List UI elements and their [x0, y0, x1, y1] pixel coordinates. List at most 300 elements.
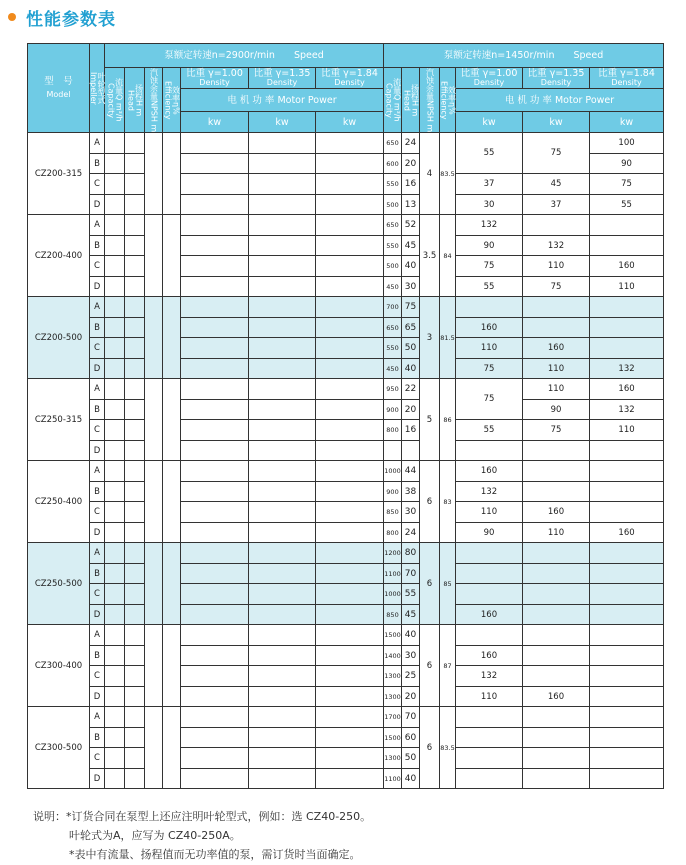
power-cell: 75 [523, 276, 590, 297]
table-row [28, 317, 664, 338]
npsh-2900-cell [145, 461, 163, 543]
power-cell [523, 563, 590, 584]
head-cell: 40 [402, 358, 420, 379]
efficiency-cell: 85 [440, 543, 456, 625]
efficiency-header-1450: 效率η% Efficiency [440, 68, 456, 133]
power-cell [590, 461, 664, 482]
head-2900-cell [125, 379, 145, 400]
capacity-2900-cell [105, 727, 125, 748]
capacity-2900-cell [105, 379, 125, 400]
power-2900-cell [249, 153, 316, 174]
power-cell [523, 625, 590, 646]
efficiency-header: 效率η% Efficiency [163, 68, 181, 133]
power-cell [590, 440, 664, 461]
power-2900-cell [316, 584, 384, 605]
capacity-cell: 500 [384, 194, 402, 215]
motor-power-header: 电 机 功 率 Motor Power [181, 89, 384, 112]
head-cell: 70 [402, 707, 420, 728]
model-cell: CZ250-315 [28, 379, 90, 461]
power-2900-cell [316, 645, 384, 666]
impeller-cell: B [90, 563, 105, 584]
power-2900-cell [316, 604, 384, 625]
efficiency-cell: 83 [440, 461, 456, 543]
power-2900-cell [316, 399, 384, 420]
head-2900-cell [125, 686, 145, 707]
density-3-header: 比重 γ=1.84 Density [316, 68, 384, 89]
power-cell: 90 [456, 522, 523, 543]
power-2900-cell [249, 543, 316, 564]
table-row [28, 522, 664, 543]
table-row [28, 543, 664, 564]
power-cell: 160 [523, 338, 590, 359]
impeller-cell: D [90, 604, 105, 625]
head-2900-cell [125, 317, 145, 338]
impeller-cell: A [90, 543, 105, 564]
power-cell: 75 [590, 174, 664, 195]
npsh-2900-cell [145, 543, 163, 625]
model-cell: CZ250-500 [28, 543, 90, 625]
power-2900-cell [249, 317, 316, 338]
head-2900-cell [125, 338, 145, 359]
power-cell [523, 666, 590, 687]
capacity-2900-cell [105, 317, 125, 338]
npsh-2900-cell [145, 379, 163, 461]
power-cell: 160 [523, 502, 590, 523]
head-cell [402, 440, 420, 461]
power-cell: 55 [456, 133, 523, 174]
power-cell: 30 [456, 194, 523, 215]
power-cell [590, 584, 664, 605]
table-row [28, 502, 664, 523]
capacity-2900-cell [105, 604, 125, 625]
power-2900-cell [181, 379, 249, 400]
npsh-2900-cell [145, 625, 163, 707]
kw-unit: kw [249, 111, 316, 132]
head-2900-cell [125, 645, 145, 666]
power-2900-cell [181, 604, 249, 625]
power-2900-cell [181, 748, 249, 769]
power-cell [590, 297, 664, 318]
npsh-cell: 6 [420, 543, 440, 625]
table-row [28, 133, 664, 154]
power-cell [590, 563, 664, 584]
impeller-cell: D [90, 440, 105, 461]
power-2900-cell [316, 727, 384, 748]
table-row [28, 379, 664, 400]
power-cell: 75 [523, 420, 590, 441]
power-2900-cell [316, 194, 384, 215]
efficiency-cell: 86 [440, 379, 456, 461]
model-cell: CZ250-400 [28, 461, 90, 543]
power-cell: 110 [523, 379, 590, 400]
capacity-cell: 500 [384, 256, 402, 277]
power-cell: 75 [456, 379, 523, 420]
bullet-dot-icon [8, 13, 16, 21]
power-cell: 37 [523, 194, 590, 215]
capacity-cell: 550 [384, 338, 402, 359]
capacity-2900-cell [105, 645, 125, 666]
impeller-cell: C [90, 338, 105, 359]
power-cell: 160 [523, 686, 590, 707]
table-row [28, 604, 664, 625]
power-cell [456, 768, 523, 789]
power-cell: 90 [456, 235, 523, 256]
power-2900-cell [249, 666, 316, 687]
capacity-2900-cell [105, 563, 125, 584]
impeller-cell: D [90, 358, 105, 379]
power-2900-cell [181, 727, 249, 748]
power-cell: 110 [523, 522, 590, 543]
power-cell: 132 [456, 215, 523, 236]
power-cell [590, 768, 664, 789]
head-cell: 40 [402, 625, 420, 646]
head-2900-cell [125, 297, 145, 318]
efficiency-2900-cell [163, 461, 181, 543]
capacity-2900-cell [105, 358, 125, 379]
note-line-1: 说明：*订货合同在泵型上还应注明叶轮型式，例如：选 CZ40-250。 [33, 810, 372, 823]
power-cell [456, 543, 523, 564]
capacity-cell: 450 [384, 276, 402, 297]
power-2900-cell [316, 461, 384, 482]
table-row [28, 666, 664, 687]
impeller-cell: C [90, 584, 105, 605]
capacity-2900-cell [105, 584, 125, 605]
capacity-cell: 850 [384, 604, 402, 625]
power-2900-cell [316, 522, 384, 543]
density-3-header-1450: 比重 γ=1.84 Density [590, 68, 664, 89]
power-cell [523, 440, 590, 461]
table-header [28, 44, 664, 133]
impeller-cell: B [90, 727, 105, 748]
npsh-cell: 4 [420, 133, 440, 215]
npsh-2900-cell [145, 707, 163, 789]
power-cell: 110 [590, 276, 664, 297]
power-2900-cell [249, 276, 316, 297]
impeller-header: 叶轮型式 Impeller [90, 44, 105, 133]
table-row [28, 686, 664, 707]
table-row [28, 461, 664, 482]
npsh-2900-cell [145, 215, 163, 297]
head-cell: 20 [402, 153, 420, 174]
capacity-2900-cell [105, 215, 125, 236]
npsh-cell: 6 [420, 707, 440, 789]
head-2900-cell [125, 481, 145, 502]
table-row [28, 297, 664, 318]
model-cell: CZ200-400 [28, 215, 90, 297]
power-2900-cell [316, 666, 384, 687]
power-2900-cell [316, 215, 384, 236]
efficiency-2900-cell [163, 133, 181, 215]
capacity-cell: 1400 [384, 645, 402, 666]
power-cell: 55 [456, 276, 523, 297]
power-cell [456, 297, 523, 318]
power-2900-cell [316, 235, 384, 256]
power-2900-cell [249, 707, 316, 728]
impeller-cell: C [90, 666, 105, 687]
power-cell: 37 [456, 174, 523, 195]
power-2900-cell [249, 297, 316, 318]
capacity-cell: 900 [384, 481, 402, 502]
note-line-3: *表中有流量、扬程值而无功率值的泵，需订货时当面确定。 [69, 848, 361, 861]
power-cell: 110 [590, 420, 664, 441]
impeller-cell: B [90, 399, 105, 420]
impeller-cell: C [90, 256, 105, 277]
model-cell: CZ300-500 [28, 707, 90, 789]
efficiency-cell: 81.5 [440, 297, 456, 379]
head-cell: 13 [402, 194, 420, 215]
head-cell: 30 [402, 276, 420, 297]
capacity-cell: 1000 [384, 461, 402, 482]
power-2900-cell [316, 502, 384, 523]
table-row [28, 215, 664, 236]
head-2900-cell [125, 543, 145, 564]
head-2900-cell [125, 235, 145, 256]
power-2900-cell [316, 420, 384, 441]
head-2900-cell [125, 727, 145, 748]
power-cell [590, 707, 664, 728]
head-2900-cell [125, 174, 145, 195]
capacity-2900-cell [105, 276, 125, 297]
capacity-cell: 1300 [384, 686, 402, 707]
head-header: 扬程H m Head [125, 68, 145, 133]
head-2900-cell [125, 522, 145, 543]
efficiency-2900-cell [163, 379, 181, 461]
power-2900-cell [316, 338, 384, 359]
table-row [28, 563, 664, 584]
head-cell: 24 [402, 133, 420, 154]
capacity-2900-cell [105, 440, 125, 461]
capacity-2900-cell [105, 194, 125, 215]
npsh-header: 汽蚀余量NPSH m [145, 68, 163, 133]
capacity-cell: 650 [384, 215, 402, 236]
table-row [28, 748, 664, 769]
power-2900-cell [249, 604, 316, 625]
power-cell: 110 [456, 338, 523, 359]
npsh-cell: 6 [420, 625, 440, 707]
power-cell [456, 625, 523, 646]
power-2900-cell [181, 481, 249, 502]
table-row [28, 338, 664, 359]
impeller-cell: C [90, 502, 105, 523]
power-cell [590, 543, 664, 564]
head-2900-cell [125, 604, 145, 625]
power-cell [456, 748, 523, 769]
head-2900-cell [125, 133, 145, 154]
head-2900-cell [125, 440, 145, 461]
head-cell: 80 [402, 543, 420, 564]
table-row [28, 420, 664, 441]
efficiency-cell: 84 [440, 215, 456, 297]
capacity-header-1450: 流量Q m³/h Capacity [384, 68, 402, 133]
npsh-cell: 3.5 [420, 215, 440, 297]
capacity-2900-cell [105, 420, 125, 441]
head-2900-cell [125, 625, 145, 646]
efficiency-2900-cell [163, 297, 181, 379]
power-cell: 55 [590, 194, 664, 215]
power-cell [590, 215, 664, 236]
capacity-cell: 1200 [384, 543, 402, 564]
kw-unit: kw [316, 111, 384, 132]
capacity-cell [384, 440, 402, 461]
head-2900-cell [125, 502, 145, 523]
head-header-1450: 扬程H m Head [402, 68, 420, 133]
power-cell: 110 [456, 502, 523, 523]
power-cell: 160 [590, 256, 664, 277]
head-2900-cell [125, 194, 145, 215]
head-2900-cell [125, 399, 145, 420]
power-2900-cell [249, 563, 316, 584]
power-2900-cell [316, 768, 384, 789]
capacity-2900-cell [105, 748, 125, 769]
capacity-cell: 850 [384, 502, 402, 523]
head-cell: 30 [402, 645, 420, 666]
power-cell [456, 440, 523, 461]
power-cell: 75 [456, 358, 523, 379]
capacity-2900-cell [105, 502, 125, 523]
capacity-header: 流量Q m³/h Capacity [105, 68, 125, 133]
power-cell: 160 [456, 461, 523, 482]
power-2900-cell [249, 338, 316, 359]
power-2900-cell [249, 481, 316, 502]
power-cell: 45 [523, 174, 590, 195]
head-cell: 50 [402, 748, 420, 769]
density-1-header: 比重 γ=1.00 Density [181, 68, 249, 89]
power-2900-cell [316, 174, 384, 195]
impeller-cell: D [90, 276, 105, 297]
impeller-cell: B [90, 317, 105, 338]
npsh-2900-cell [145, 297, 163, 379]
power-cell: 110 [523, 358, 590, 379]
power-2900-cell [181, 543, 249, 564]
power-cell: 90 [523, 399, 590, 420]
table-row [28, 194, 664, 215]
table-row [28, 584, 664, 605]
head-2900-cell [125, 358, 145, 379]
power-2900-cell [249, 727, 316, 748]
notes [33, 807, 371, 864]
capacity-cell: 1100 [384, 768, 402, 789]
power-2900-cell [249, 194, 316, 215]
power-2900-cell [316, 317, 384, 338]
power-2900-cell [316, 707, 384, 728]
head-cell: 50 [402, 338, 420, 359]
head-cell: 38 [402, 481, 420, 502]
capacity-cell: 650 [384, 133, 402, 154]
head-cell: 16 [402, 174, 420, 195]
head-cell: 44 [402, 461, 420, 482]
impeller-cell: A [90, 625, 105, 646]
power-cell [590, 748, 664, 769]
model-header: 型 号 Model [28, 44, 90, 133]
power-2900-cell [181, 338, 249, 359]
efficiency-2900-cell [163, 543, 181, 625]
power-cell [523, 604, 590, 625]
impeller-cell: B [90, 645, 105, 666]
capacity-2900-cell [105, 461, 125, 482]
power-cell: 132 [590, 399, 664, 420]
power-2900-cell [249, 522, 316, 543]
power-2900-cell [249, 748, 316, 769]
power-cell [523, 461, 590, 482]
power-2900-cell [181, 645, 249, 666]
power-2900-cell [316, 297, 384, 318]
power-cell: 132 [590, 358, 664, 379]
impeller-cell: C [90, 748, 105, 769]
capacity-cell: 1700 [384, 707, 402, 728]
capacity-cell: 800 [384, 522, 402, 543]
impeller-cell: B [90, 153, 105, 174]
power-2900-cell [181, 399, 249, 420]
power-2900-cell [181, 358, 249, 379]
density-2-header: 比重 γ=1.35 Density [249, 68, 316, 89]
capacity-cell: 1300 [384, 666, 402, 687]
density-1-header-1450: 比重 γ=1.00 Density [456, 68, 523, 89]
power-2900-cell [249, 358, 316, 379]
kw-unit: kw [456, 111, 523, 132]
power-2900-cell [181, 133, 249, 154]
power-cell [456, 584, 523, 605]
power-cell [523, 317, 590, 338]
capacity-2900-cell [105, 522, 125, 543]
capacity-cell: 600 [384, 153, 402, 174]
power-cell [590, 686, 664, 707]
impeller-cell: A [90, 707, 105, 728]
capacity-cell: 550 [384, 174, 402, 195]
power-2900-cell [316, 379, 384, 400]
head-2900-cell [125, 748, 145, 769]
power-2900-cell [181, 153, 249, 174]
power-cell [456, 707, 523, 728]
power-2900-cell [249, 625, 316, 646]
head-cell: 45 [402, 235, 420, 256]
power-cell: 100 [590, 133, 664, 154]
table-row [28, 399, 664, 420]
impeller-cell: A [90, 297, 105, 318]
efficiency-2900-cell [163, 215, 181, 297]
capacity-cell: 950 [384, 379, 402, 400]
capacity-2900-cell [105, 768, 125, 789]
capacity-cell: 1300 [384, 748, 402, 769]
head-2900-cell [125, 420, 145, 441]
head-cell: 75 [402, 297, 420, 318]
power-2900-cell [181, 584, 249, 605]
power-2900-cell [249, 174, 316, 195]
capacity-cell: 450 [384, 358, 402, 379]
density-2-header-1450: 比重 γ=1.35 Density [523, 68, 590, 89]
capacity-2900-cell [105, 338, 125, 359]
table-row [28, 645, 664, 666]
capacity-2900-cell [105, 174, 125, 195]
power-cell [523, 707, 590, 728]
head-cell: 55 [402, 584, 420, 605]
power-cell: 160 [590, 379, 664, 400]
impeller-cell: D [90, 522, 105, 543]
kw-unit: kw [590, 111, 664, 132]
power-2900-cell [181, 297, 249, 318]
power-2900-cell [249, 768, 316, 789]
power-2900-cell [181, 563, 249, 584]
power-cell [590, 666, 664, 687]
power-2900-cell [316, 358, 384, 379]
power-2900-cell [316, 133, 384, 154]
power-cell: 75 [523, 133, 590, 174]
power-cell [590, 604, 664, 625]
power-2900-cell [249, 379, 316, 400]
power-2900-cell [181, 522, 249, 543]
table-row [28, 707, 664, 728]
power-cell [456, 563, 523, 584]
head-cell: 30 [402, 502, 420, 523]
